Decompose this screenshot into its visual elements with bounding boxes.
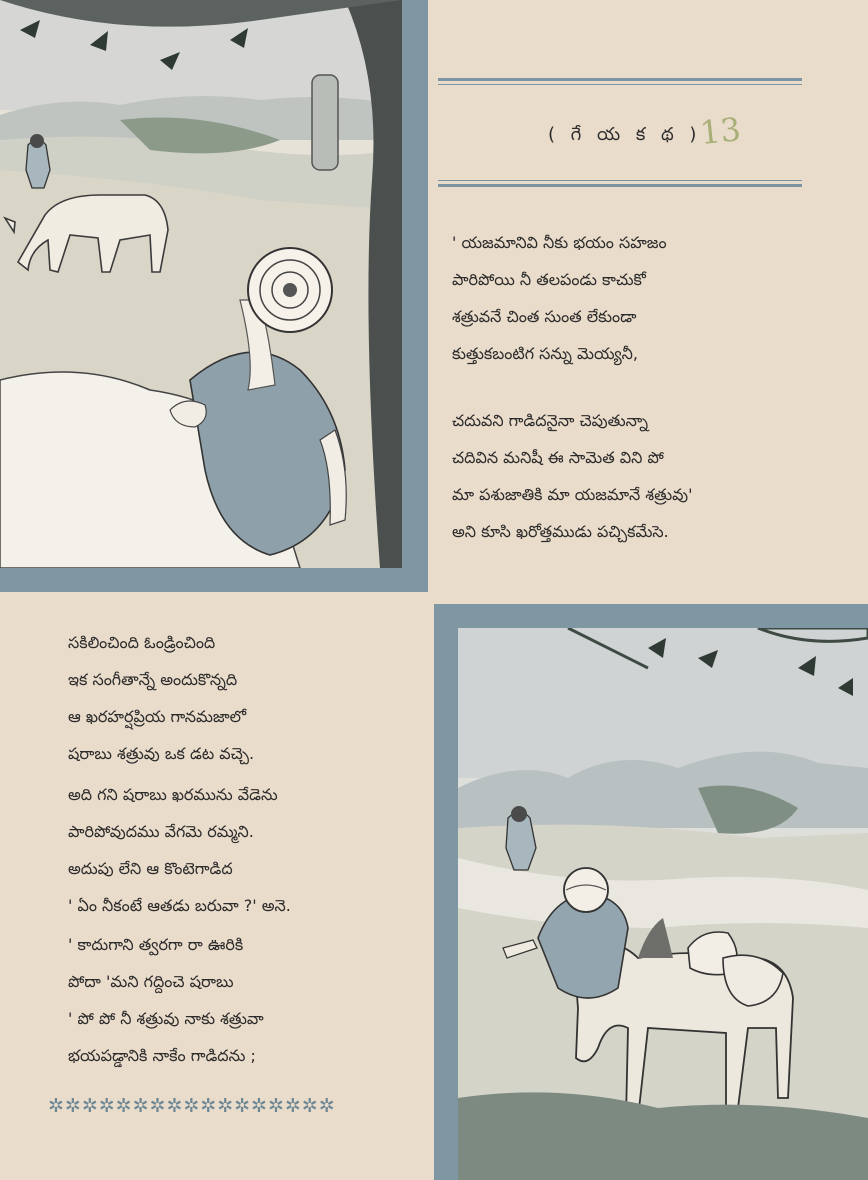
- verse-line: సకిలించింది ఓండ్రించింది: [68, 633, 216, 652]
- verse-stanza: [68, 926, 264, 1074]
- verse-line: పారిపోవుదము వేగమె రమ్మని.: [68, 822, 254, 841]
- verse-line: చదివిన మనిషీ ఈ సామెత విని పో: [452, 448, 664, 467]
- verse-line: అది గని షరాబు ఖరమును వేడెను: [68, 785, 278, 804]
- verse-line: అని కూసి ఖరోత్తముడు పచ్చికమేసె.: [452, 522, 669, 541]
- illustration-bottom-panel: [434, 604, 868, 1180]
- story-type-heading: ( గే య క థ ): [548, 124, 702, 145]
- verse-line: పారిపోయి నీ తలపండు కాచుకో: [452, 270, 646, 289]
- header-rule-top: [438, 78, 802, 81]
- verse-line: ' యజమానివి నీకు భయం సహజం: [452, 233, 667, 252]
- verse-line: భయపడ్డానికి నాకేం గాడిదను ;: [68, 1046, 256, 1065]
- header-rule-bottom-thin: [438, 180, 802, 181]
- page-number: 13: [698, 109, 743, 153]
- header-rule-top-thin: [438, 84, 802, 85]
- verse-line: శత్రువనే చింత సుంత లేకుండా: [452, 307, 637, 326]
- verse-stanza: [452, 224, 667, 372]
- verse-line: ' ఏం నీకంటే ఆతడు బరువా ?' అనె.: [68, 896, 291, 915]
- illustration-man-resting-donkey-grazing: [0, 0, 402, 568]
- verse-line: పోదా 'మని గద్దించె షరాబు: [68, 972, 234, 991]
- illustration-man-with-loaded-donkey: [458, 628, 868, 1180]
- verse-stanza: [68, 624, 254, 772]
- verse-stanza: [68, 776, 291, 924]
- verse-line: ' పో పో నీ శత్రువు నాకు శత్రువా: [68, 1009, 264, 1028]
- illustration-top-panel: [0, 0, 428, 592]
- verse-line: షరాబు శత్రువు ఒక డట వచ్చె.: [68, 744, 255, 763]
- verse-line: మా పశుజాతికి మా యజమానే శత్రువు': [452, 485, 693, 504]
- header-rule-bottom: [438, 184, 802, 187]
- verse-line: ' కాదుగాని త్వరగా రా ఊరికి: [68, 935, 244, 954]
- verse-line: చదువని గాడిదనైనా చెపుతున్నా: [452, 411, 649, 430]
- verse-stanza: [452, 402, 693, 550]
- verse-line: కుత్తుకబంటిగ సన్ను మెయ్యనీ,: [452, 344, 638, 363]
- verse-line: ఆ ఖరహర్షప్రియ గానమజాలో: [68, 707, 247, 726]
- decorative-border-strip: ✲✲✲✲✲✲✲✲✲✲✲✲✲✲✲✲✲: [48, 1095, 336, 1117]
- verse-line: అదుపు లేని ఆ కొంటెగాడిద: [68, 859, 233, 878]
- verse-line: ఇక సంగీతాన్నే అందుకొన్నది: [68, 670, 238, 689]
